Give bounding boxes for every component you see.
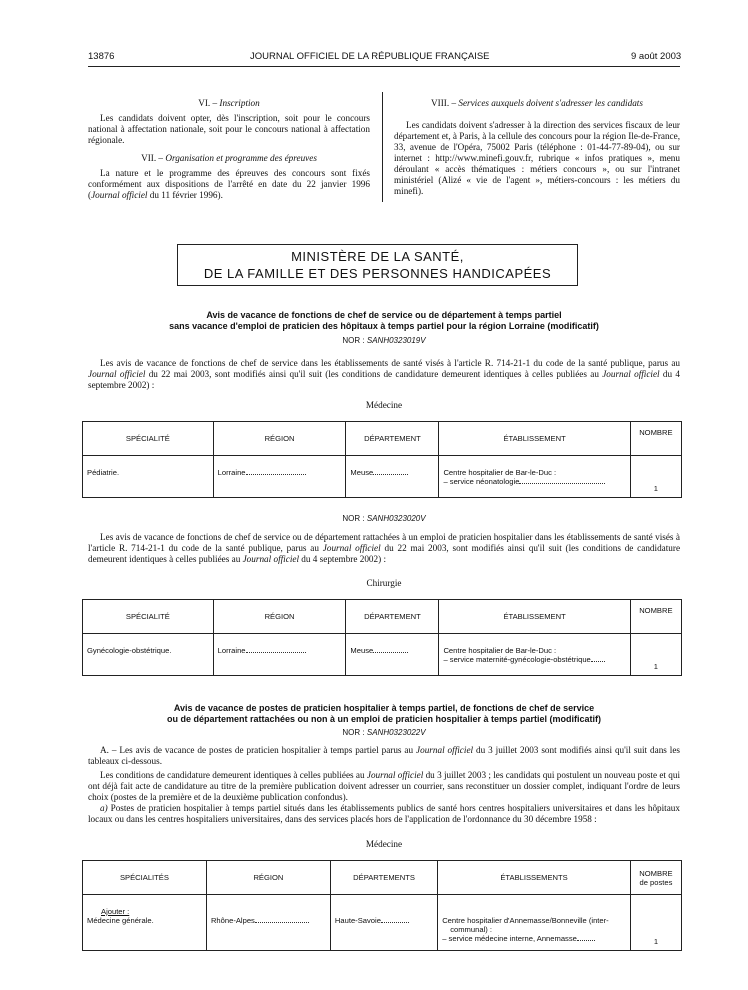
cell-departement: Meuse [346,456,439,498]
table-header-row [83,861,682,895]
ministry-line-2: DE LA FAMILLE ET DES PERSONNES HANDICAPÉES [203,266,552,281]
col-departement: DÉPARTEMENT [346,422,439,456]
section-vii-title: VII. – Organisation et programme des épreuves [141,153,317,163]
col-departements: DÉPARTEMENTS [330,861,437,895]
section-viii-text: Les candidats doivent s'adresser à la direction des services fiscaux de leur département et, à Paris, à la cellule des concours pour la région Ile-de-France, 33, avenue de l'Opéra, 75002 Paris (téléphone : 01-44-77-89-04), ou sur internet : http://www.minefi.gouv.fr, rubrique « infos pratiques », menu déroulant « accès thématiques : métiers concours », ou sur l'intranet ministériel (Alizé « vie de l'agent », métiers-concours : les métiers du minefi). [394,120,680,196]
avis-2-table [82,599,682,676]
avis-2-paragraph: Les avis de vacance de fonctions de chef de service ou de département rattachées à un emploi de praticien hospitalier dans les établissements de santé visés à l'article R. 714-21-1 du code de la santé publique, parus au Journal officiel du 22 mai 2003, sont modifiés ainsi qu'il suit (les conditions de candidature demeurent identiques à celles publiées au Journal officiel du 4 septembre 2002) : [88,532,681,564]
cell-nombre: 1 [630,456,681,498]
table-header-row [83,600,682,634]
cell-etablissement: Centre hospitalier d'Annemasse/Bonneville (inter- communal) : – service médecine interne, Annemasse [438,895,631,951]
table-row [83,634,682,676]
cell-specialite: Pédiatrie. [83,456,214,498]
cell-departement: Meuse [346,634,439,676]
avis-1-paragraph: Les avis de vacance de fonctions de chef de service dans les établissements de santé visés à l'article R. 714-21-1 du code de la santé publique, parus au Journal officiel du 22 mai 2003, sont modifiés ainsi qu'il suit (les conditions de candidature demeurent identiques à celles publiées au Journal officiel du 4 septembre 2002) : [88,358,681,390]
avis-1-table [82,421,682,498]
col-specialite: SPÉCIALITÉ [83,422,214,456]
section-vi-title: VI. – Inscription [198,98,260,108]
section-viii-title: VIII. – Services auxquels doivent s'adresser les candidats [431,98,643,108]
journal-title: JOURNAL OFFICIEL DE LA RÉPUBLIQUE FRANÇAISE [250,51,490,62]
avis-3-section: Médecine [365,839,403,849]
header-rule [88,66,680,67]
issue-date: 9 août 2003 [631,51,682,62]
col-etablissement: ÉTABLISSEMENT [439,422,630,456]
ministry-line-1: MINISTÈRE DE LA SANTÉ, [291,249,464,264]
section-vi-text: Les candidats doivent opter, dès l'inscription, soit pour le concours national à affectation nationale, soit pour le concours national à affectation régionale. [88,113,370,145]
col-etablissements: ÉTABLISSEMENTS [438,861,631,895]
avis-3-paragraph-a: A. – Les avis de vacance de postes de praticien hospitalier à temps partiel parus au Journal officiel du 3 juillet 2003 sont modifiés ainsi qu'il suit dans les tableaux ci-dessous. [88,745,681,766]
col-nombre: NOMBRE [630,600,681,634]
col-specialite: SPÉCIALITÉ [83,600,214,634]
avis-1-nor: NOR : SANH0323019V [342,336,426,345]
avis-3-paragraph-b: Les conditions de candidature demeurent identiques à celles publiées au Journal officiel du 3 juillet 2003 ; les candidats qui postulent un nouveau poste et qui ont déjà fait acte de candidature au titre de la première publication doivent adresser un courrier, sans reconstituer un dossier complet, indiquant l'ordre de leurs choix (postes de la première et de la deuxième publication confondus). [88,770,681,802]
col-specialites: SPÉCIALITÉS [83,861,207,895]
column-divider [382,92,383,202]
table-row [83,456,682,498]
cell-specialite: Ajouter : Médecine générale. [83,895,207,951]
col-departement: DÉPARTEMENT [346,600,439,634]
col-nombre: NOMBRE [630,422,681,456]
cell-etablissement: Centre hospitalier de Bar-le-Duc : – service néonatologie [439,456,630,498]
avis-1-section: Médecine [365,400,403,410]
col-nombre: NOMBRE de postes [630,861,681,895]
cell-region: Rhône-Alpes [206,895,330,951]
avis-3-title: Avis de vacance de postes de praticien hospitalier à temps partiel, de fonctions de chef de service ou de département rattachées ou non à un emploi de praticien hospitalier à temps partiel (modificatif) [166,703,602,724]
avis-3-paragraph-c: a) Postes de praticien hospitalier à temps partiel situés dans les établissements publics de santé hors centres hospitaliers universitaires et dans les hôpitaux locaux ou dans les centres hospitaliers universitaires, dans des services placés hors de l'application de l'ordonnance du 30 décembre 1958 : [88,803,680,824]
col-etablissement: ÉTABLISSEMENT [439,600,630,634]
cell-region: Lorraine [213,456,346,498]
avis-2-nor: NOR : SANH0323020V [342,514,426,523]
avis-3-table [82,860,682,951]
col-region: RÉGION [213,600,346,634]
col-region: RÉGION [206,861,330,895]
cell-nombre: 1 [630,895,681,951]
avis-1-title: Avis de vacance de fonctions de chef de service ou de département à temps partiel sans vacance d'emploi de praticien des hôpitaux à temps partiel pour la région Lorraine (modificatif) [169,310,599,331]
avis-2-section: Chirurgie [366,578,402,588]
cell-nombre: 1 [630,634,681,676]
cell-specialite: Gynécologie-obstétrique. [83,634,214,676]
page-number: 13876 [88,51,115,62]
cell-region: Lorraine [213,634,346,676]
section-vii-text: La nature et le programme des épreuves des concours sont fixés conformément aux dispositions de l'arrêté en date du 22 janvier 1996 (Journal officiel du 11 février 1996). [88,168,370,200]
col-region: RÉGION [213,422,346,456]
table-row [83,895,682,951]
cell-departement: Haute-Savoie [330,895,437,951]
table-header-row [83,422,682,456]
ministry-box [177,244,578,286]
avis-3-nor: NOR : SANH0323022V [342,728,426,737]
cell-etablissement: Centre hospitalier de Bar-le-Duc : – service maternité-gynécologie-obstétrique [439,634,630,676]
